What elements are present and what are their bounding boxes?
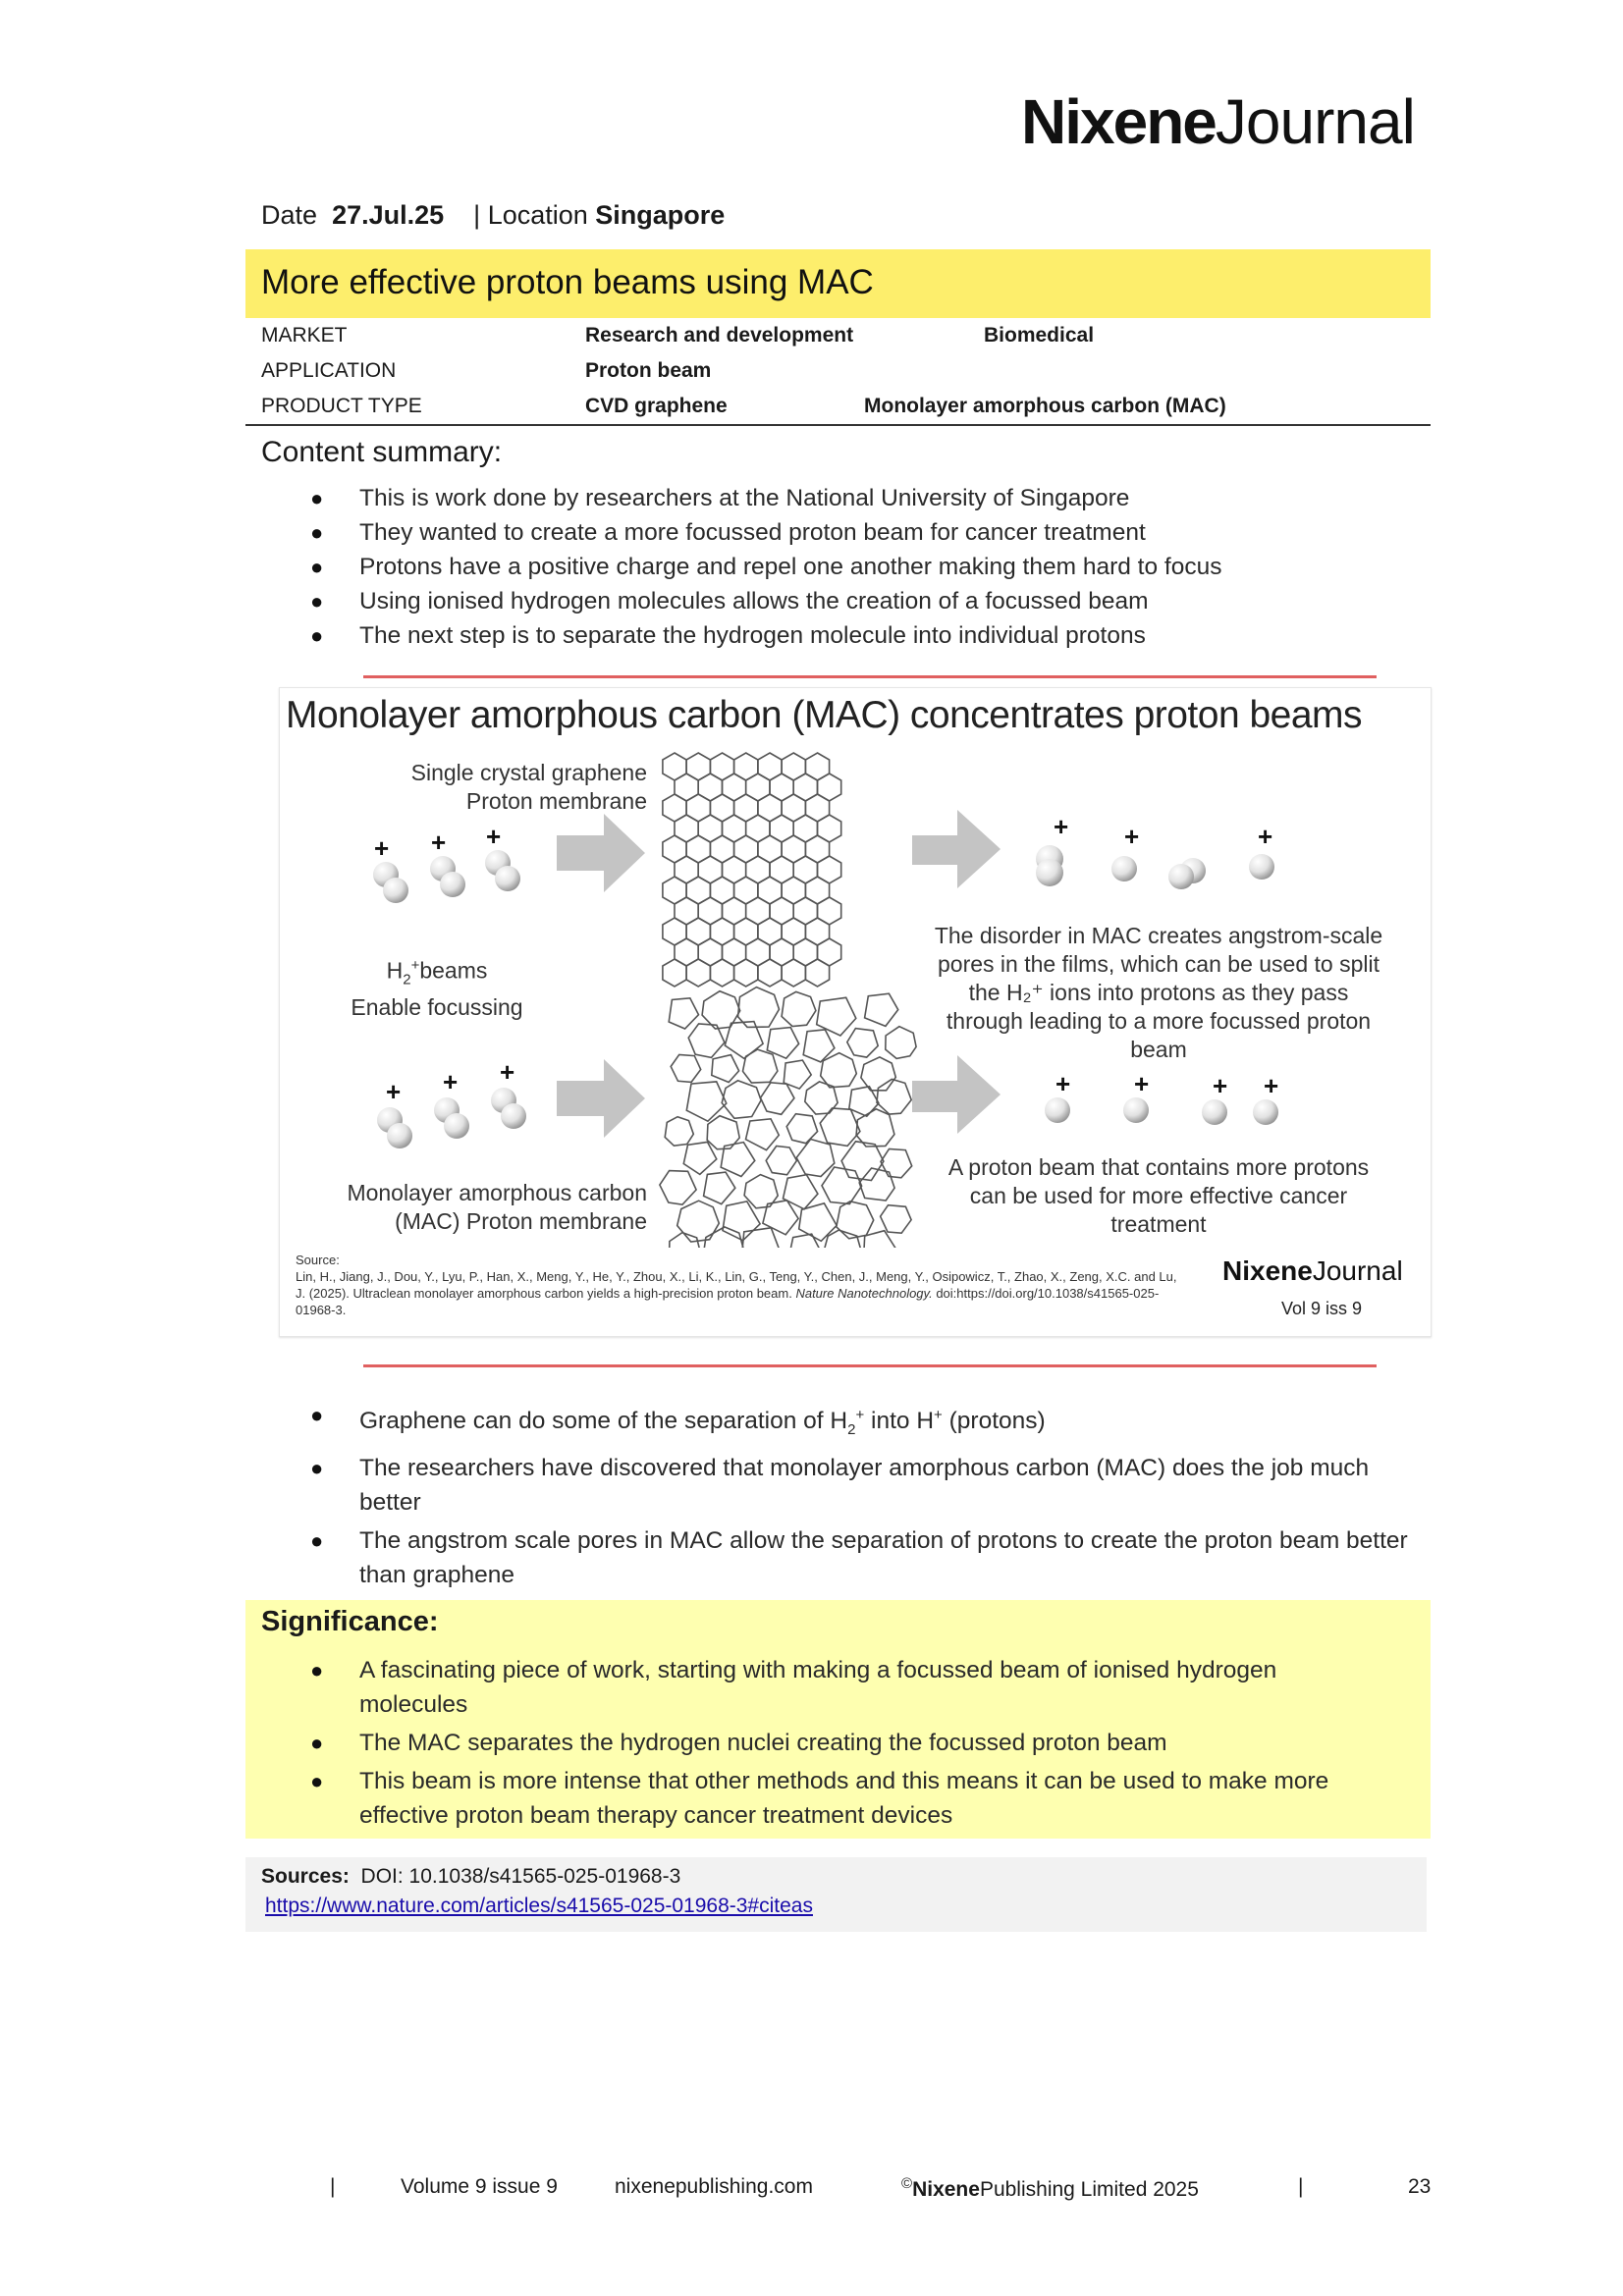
- list-item: [310, 481, 1430, 515]
- copyright-icon: ©: [901, 2175, 913, 2192]
- list-item-text: The next step is to separate the hydrogen molecule into individual protons: [359, 622, 1146, 649]
- date-label: Date: [261, 200, 318, 230]
- list-item: [310, 618, 1430, 653]
- location-value: Singapore: [595, 200, 726, 230]
- hexagon-cell: [663, 959, 686, 987]
- label-line: Monolayer amorphous carbon: [347, 1180, 647, 1205]
- atom-sphere: [495, 866, 520, 891]
- positive-charge-icon: +: [1054, 812, 1069, 841]
- dateline-separator: |: [473, 200, 481, 230]
- positive-charge-icon: +: [500, 1057, 515, 1087]
- subscript: 2: [847, 1421, 856, 1439]
- bullet-icon: ●: [310, 1403, 324, 1427]
- positive-charge-icon: +: [386, 1077, 402, 1106]
- list-item-text: A fascinating piece of work, starting with making a focussed beam of ionised hydrogen molecules: [359, 1657, 1277, 1718]
- graphene-lattice: [663, 753, 841, 987]
- label-line: Enable focussing: [351, 994, 523, 1021]
- amorphous-cell: [861, 1057, 895, 1091]
- amorphous-cell: [766, 1147, 796, 1175]
- bullet-icon: ●: [310, 1456, 324, 1481]
- atom-sphere: [1253, 1099, 1278, 1125]
- list-item: [310, 550, 1430, 584]
- arrow-icon: [557, 1059, 645, 1138]
- hexagon-cell: [734, 959, 758, 987]
- particles: [373, 812, 1278, 1148]
- superscript: +: [855, 1407, 865, 1423]
- source-citation: Lin, H., Jiang, J., Dou, Y., Lyu, P., Han, X., Meng, Y., He, Y., Zhou, X., Li, K., Lin, G., Teng, Y., Chen, J., Meng, Y., Osipowicz, T., Zhao, X., Zeng, X.C. and Lu, J. (2025). Ultraclean monolayer amorphous carbon yields a high-precision proton beam.: [296, 1269, 1177, 1301]
- atom-sphere: [1168, 864, 1194, 889]
- arrow-icon: [557, 814, 645, 892]
- amorphous-cell: [677, 1201, 720, 1242]
- article-title-band: [245, 249, 1431, 318]
- figure-volume: Vol 9 iss 9: [1281, 1299, 1363, 1318]
- amorphous-cell: [688, 1024, 725, 1058]
- list-item-text: Using ionised hydrogen molecules allows the creation of a focussed beam: [359, 588, 1149, 614]
- journal-logo: [1021, 86, 1415, 157]
- amorphous-cell: [738, 988, 780, 1028]
- atom-sphere: [444, 1113, 469, 1139]
- figure-source: [296, 1252, 1179, 1318]
- meta-row-market: [261, 324, 1430, 357]
- list-item-text: This is work done by researchers at the National University of Singapore: [359, 485, 1130, 511]
- source-journal: Nature Nanotechnology.: [795, 1286, 933, 1301]
- atom-sphere: [1045, 1097, 1070, 1123]
- amorphous-cell: [761, 1083, 794, 1115]
- meta-value: CVD graphene: [585, 395, 728, 417]
- mac-lattice: [660, 988, 916, 1248]
- list-item: [310, 1451, 1430, 1520]
- meta-value: Research and development: [585, 324, 854, 347]
- amorphous-cell: [746, 1119, 780, 1150]
- footer-website: nixenepublishing.com: [615, 2175, 813, 2198]
- bullet-icon: ●: [310, 1658, 324, 1682]
- bullet-icon: ●: [310, 1769, 324, 1793]
- list-item: [310, 584, 1430, 618]
- label-line: Single crystal graphene: [410, 760, 647, 785]
- amorphous-cell: [660, 1171, 696, 1205]
- positive-charge-icon: +: [1134, 1069, 1150, 1098]
- atom-sphere: [1249, 854, 1274, 880]
- footer-page-number: 23: [1408, 2175, 1432, 2198]
- amorphous-cell: [864, 1231, 895, 1248]
- meta-label: MARKET: [261, 324, 348, 347]
- amorphous-cell: [886, 1027, 916, 1059]
- h-symbol: H: [386, 957, 404, 984]
- amorphous-cell: [881, 1148, 912, 1177]
- positive-charge-icon: +: [1264, 1071, 1279, 1100]
- amorphous-cell: [704, 1227, 745, 1248]
- label-line: Proton membrane: [465, 788, 647, 814]
- subscript: 2: [403, 971, 411, 988]
- findings-list: [310, 1398, 1430, 1592]
- caption-proton-beam: A proton beam that contains more protons can be used for more effective cancer treatment: [947, 1154, 1370, 1237]
- logo-bold: Nixene: [1222, 1255, 1313, 1286]
- significance-list: [310, 1653, 1371, 1833]
- superscript: +: [934, 1407, 943, 1423]
- label-text: beams: [419, 957, 488, 984]
- list-item-text: The angstrom scale pores in MAC allow the separation of protons to create the proton beam better than graphene: [359, 1527, 1408, 1589]
- figure-title: Monolayer amorphous carbon (MAC) concentrates proton beams: [286, 694, 1363, 736]
- amorphous-cell: [865, 993, 898, 1026]
- amorphous-cell: [671, 1054, 701, 1082]
- footer-volume: Volume 9 issue 9: [401, 2175, 558, 2198]
- hexagon-cell: [782, 959, 805, 987]
- hexagon-cell: [805, 959, 829, 987]
- list-item-text: The MAC separates the hydrogen nuclei creating the focussed proton beam: [359, 1730, 1167, 1756]
- bullet-icon: ●: [310, 1731, 324, 1755]
- figure-illustration: [280, 688, 1431, 1248]
- bullet-icon: ●: [310, 520, 324, 545]
- source-label: Source:: [296, 1253, 340, 1267]
- amorphous-cell: [722, 1081, 761, 1119]
- amorphous-cell: [821, 1053, 857, 1088]
- date-value: 27.Jul.25: [332, 200, 445, 230]
- copyright-brand: Nixene: [912, 2178, 980, 2201]
- arrows: [557, 810, 1001, 1138]
- positive-charge-icon: +: [486, 822, 502, 851]
- atom-sphere: [1111, 856, 1137, 881]
- arrow-icon: [912, 810, 1001, 888]
- content-summary-heading: Content summary:: [261, 436, 503, 468]
- meta-divider: [245, 424, 1431, 426]
- footer-separator: |: [1298, 2175, 1304, 2198]
- positive-charge-icon: +: [374, 833, 390, 863]
- footer-separator: |: [330, 2175, 336, 2198]
- list-item-text: They wanted to create a more focussed proton beam for cancer treatment: [359, 519, 1146, 546]
- atom-sphere: [387, 1123, 412, 1148]
- list-item-text: Graphene can do some of the separation of H: [359, 1408, 848, 1435]
- atom-sphere: [383, 878, 408, 903]
- content-summary-list: [310, 481, 1430, 653]
- atom-sphere: [1123, 1097, 1149, 1123]
- meta-label: PRODUCT TYPE: [261, 395, 422, 417]
- sources-box: [245, 1857, 1427, 1932]
- amorphous-cell: [786, 1114, 817, 1144]
- source-doi: doi:https://doi.org/10.1038/s41565-025-01968-3.: [296, 1286, 1160, 1317]
- amorphous-cell: [789, 1234, 822, 1248]
- meta-value-secondary: Biomedical: [984, 324, 1095, 347]
- meta-value: Proton beam: [585, 359, 712, 382]
- copyright-text: Publishing Limited 2025: [979, 2178, 1199, 2201]
- positive-charge-icon: +: [431, 828, 447, 857]
- red-divider-top: [363, 675, 1377, 678]
- hexagon-cell: [686, 959, 710, 987]
- bullet-icon: ●: [310, 486, 324, 510]
- amorphous-cell: [837, 1201, 874, 1239]
- amorphous-cell: [704, 1172, 735, 1204]
- amorphous-cell: [741, 1228, 780, 1248]
- dateline: [261, 200, 725, 231]
- amorphous-cell: [805, 1082, 838, 1114]
- caption-disorder: The disorder in MAC creates angstrom-scale pores in the films, which can be used to split the H₂⁺ ions into protons as they pass through leading to a more focussed proton beam: [934, 923, 1383, 1062]
- list-item: [310, 1726, 1371, 1760]
- logo-regular: Journal: [1312, 1255, 1403, 1286]
- amorphous-cell: [796, 1140, 835, 1177]
- red-divider-bottom: [363, 1364, 1377, 1367]
- atom-sphere: [501, 1103, 526, 1129]
- bullet-icon: ●: [310, 589, 324, 614]
- amorphous-cell: [784, 1175, 818, 1209]
- figure-mac-proton-beams: [279, 687, 1432, 1337]
- amorphous-cell: [763, 1201, 798, 1235]
- list-item: [310, 1398, 1430, 1447]
- amorphous-cell: [881, 1205, 912, 1234]
- list-item-text: This beam is more intense that other methods and this means it can be used to make more effective proton beam therapy cancer treatment devices: [359, 1768, 1329, 1829]
- figure-logo: [1222, 1255, 1403, 1287]
- meta-label: APPLICATION: [261, 359, 397, 382]
- sources-doi: DOI: 10.1038/s41565-025-01968-3: [360, 1865, 681, 1888]
- significance-heading: Significance:: [261, 1606, 439, 1637]
- label-line: (MAC) Proton membrane: [395, 1208, 647, 1234]
- positive-charge-icon: +: [1124, 822, 1140, 851]
- amorphous-cell: [665, 1117, 693, 1147]
- list-item-text: The researchers have discovered that monolayer amorphous carbon (MAC) does the job much better: [359, 1455, 1370, 1517]
- list-item: [310, 1523, 1430, 1592]
- list-item: [310, 515, 1430, 550]
- amorphous-cell: [847, 1029, 878, 1058]
- positive-charge-icon: +: [1213, 1071, 1228, 1100]
- location-label: Location: [487, 200, 588, 230]
- bullet-icon: ●: [310, 1528, 324, 1554]
- atom-sphere: [1036, 859, 1063, 886]
- list-item-text: into H: [864, 1408, 935, 1435]
- meta-row-application: [261, 359, 1430, 393]
- bullet-icon: ●: [310, 623, 324, 648]
- amorphous-cell: [712, 1055, 739, 1083]
- list-item-text: (protons): [942, 1408, 1046, 1435]
- hexagon-cell: [758, 959, 782, 987]
- positive-charge-icon: +: [1258, 822, 1273, 851]
- atom-sphere: [440, 872, 465, 897]
- positive-charge-icon: +: [443, 1067, 459, 1096]
- list-item: [310, 1764, 1371, 1833]
- sources-link[interactable]: https://www.nature.com/articles/s41565-025-01968-3#citeas: [265, 1895, 813, 1917]
- amorphous-cell: [743, 1049, 778, 1083]
- meta-value-secondary: Monolayer amorphous carbon (MAC): [864, 395, 1226, 417]
- positive-charge-icon: +: [1055, 1069, 1071, 1098]
- bullet-icon: ●: [310, 555, 324, 579]
- list-item-text: Protons have a positive charge and repel one another making them hard to focus: [359, 554, 1222, 580]
- sources-label: Sources:: [261, 1865, 350, 1888]
- amorphous-cell: [669, 998, 698, 1029]
- atom-sphere: [1202, 1099, 1227, 1125]
- hexagon-cell: [710, 959, 733, 987]
- logo-regular: Journal: [1215, 86, 1415, 157]
- arrow-icon: [912, 1055, 1001, 1134]
- amorphous-cell: [841, 1142, 884, 1181]
- footer-copyright: [901, 2175, 1199, 2202]
- article-title: More effective proton beams using MAC: [261, 263, 874, 301]
- amorphous-cell: [782, 991, 816, 1026]
- amorphous-cell: [784, 1060, 811, 1089]
- amorphous-cell: [877, 1079, 911, 1114]
- amorphous-cell: [822, 1167, 862, 1204]
- superscript: +: [410, 957, 420, 974]
- amorphous-cell: [683, 1142, 717, 1174]
- logo-bold: Nixene: [1021, 86, 1216, 157]
- list-item: [310, 1653, 1371, 1722]
- meta-row-product-type: [261, 395, 1430, 428]
